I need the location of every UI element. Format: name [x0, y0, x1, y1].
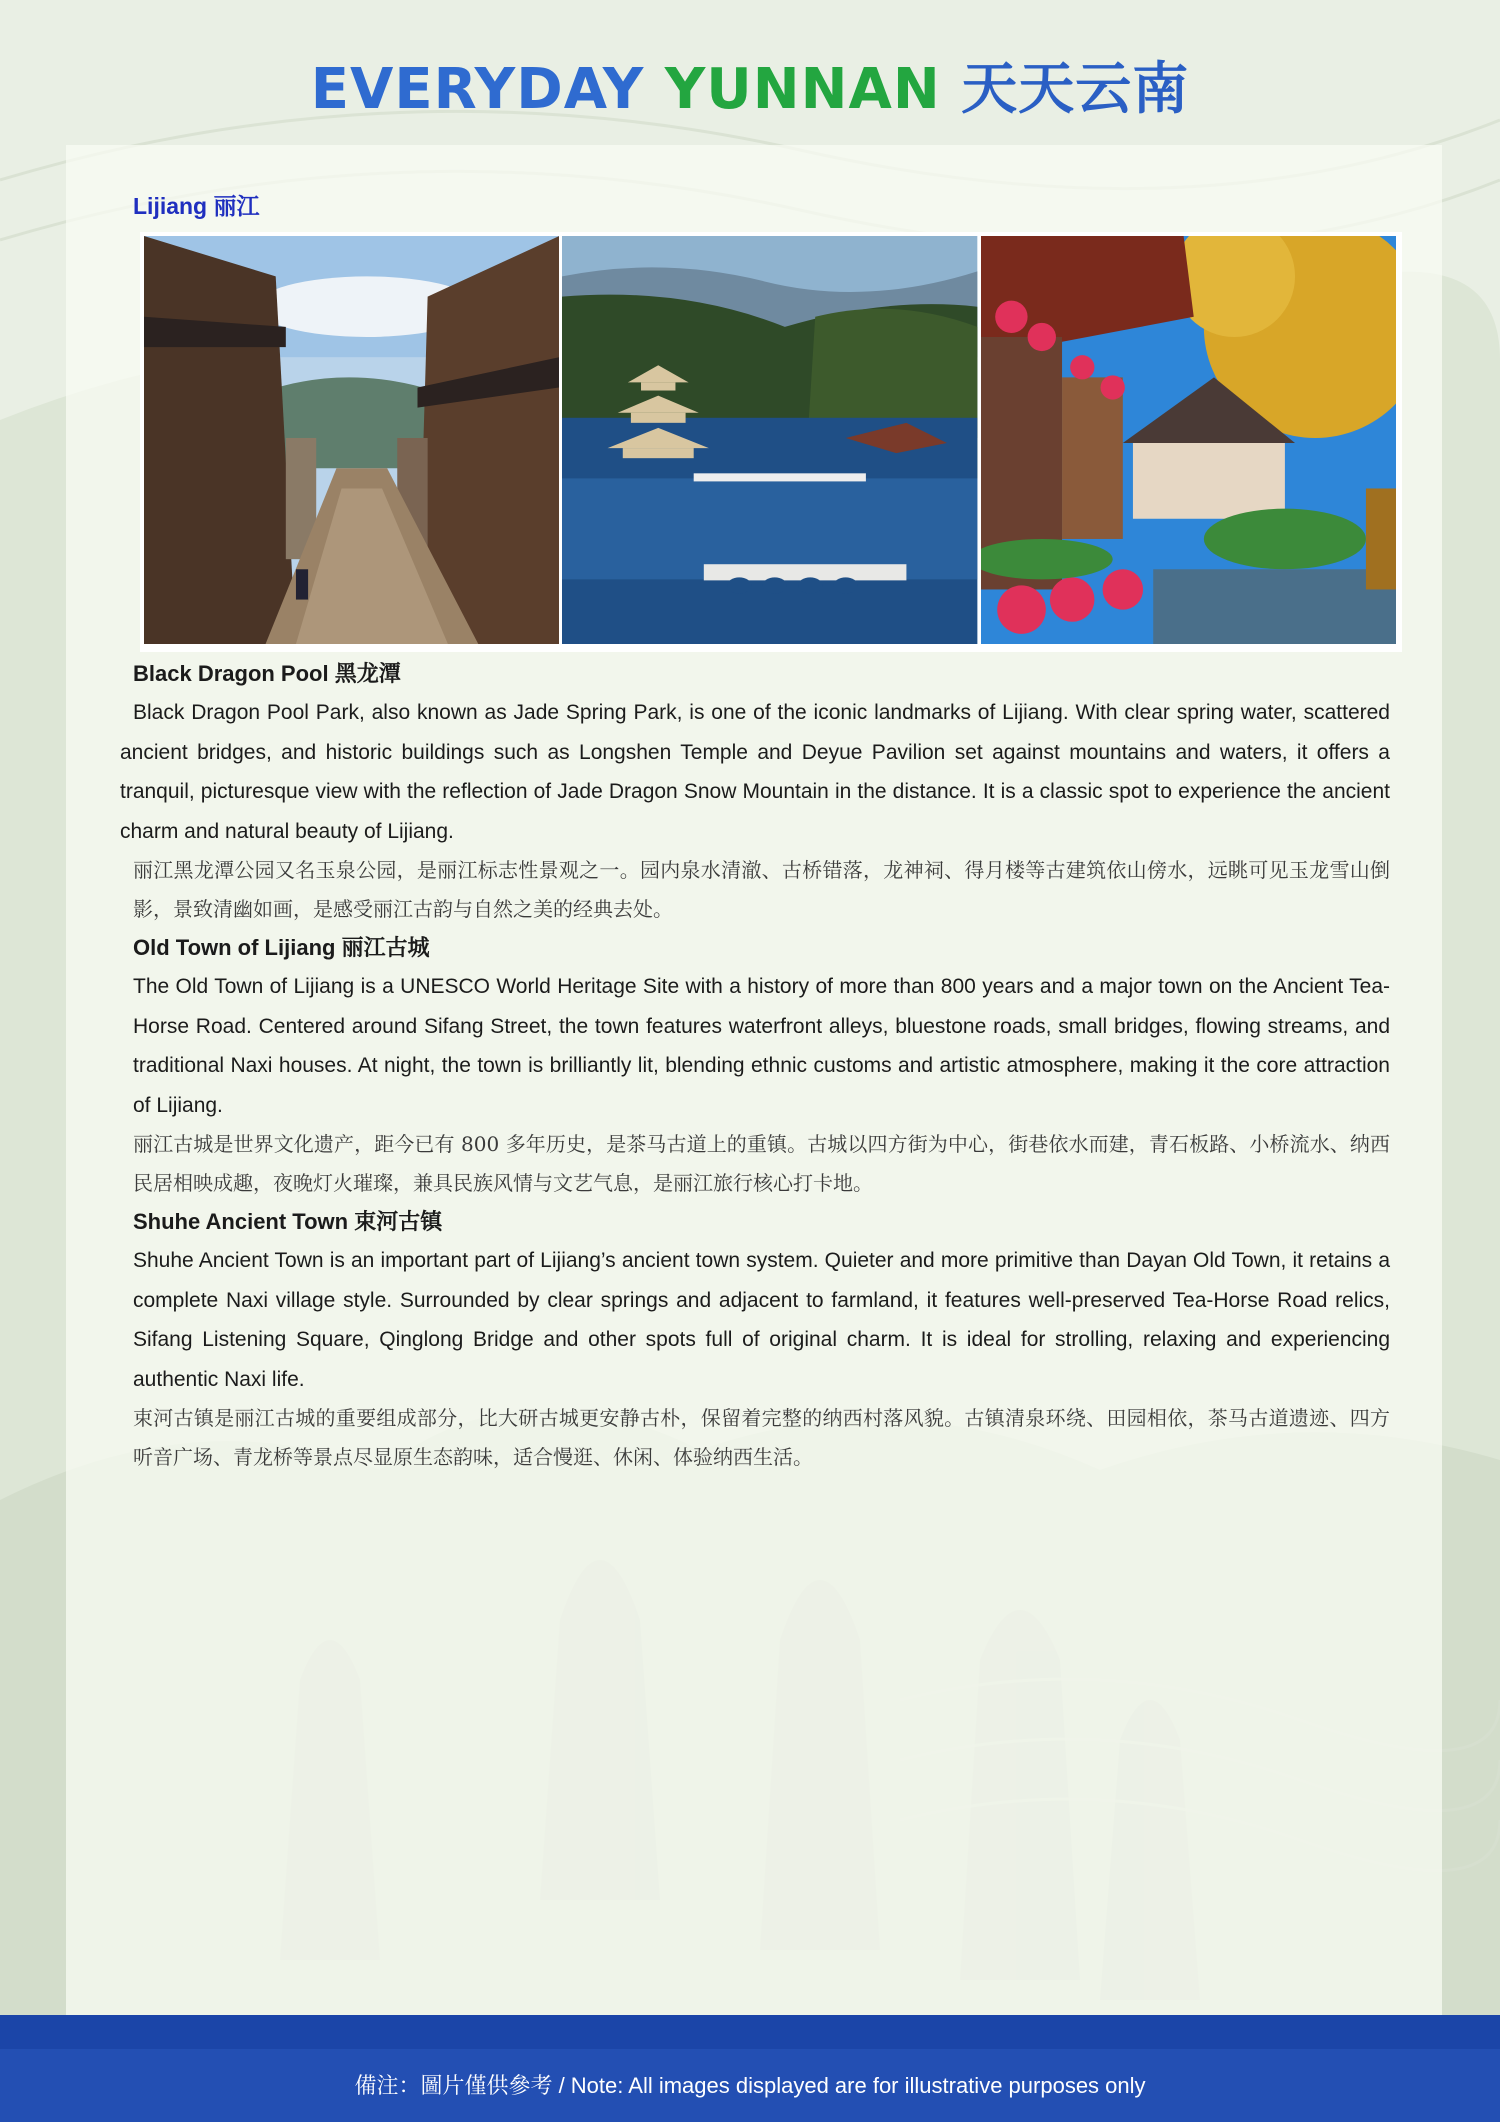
article-english-text: The Old Town of Lijiang is a UNESCO World Heritage Site with a history of more than 800 years and a major town on the Ancient Tea-Horse Road. Centered around Sifang Street, the town features waterfront alleys, bluestone roads, small bridges, flowing streams, and traditional Naxi houses. At night, the town is brilliantly lit, blending ethnic customs and artistic atmosphere, making it the core attraction of Lijiang. — [133, 975, 1390, 1117]
article-title: Black Dragon Pool 黑龙潭 — [133, 661, 401, 686]
photo-strip — [140, 232, 1402, 652]
article-english-text: Black Dragon Pool Park, also known as Jade Spring Park, is one of the iconic landmarks of Lijiang. With clear spring water, scattered ancient bridges, and historic buildings such as Longshen Temple and Deyue Pavilion set against mountains and waters, it offers a tranquil, picturesque view with the reflection of Jade Dragon Snow Mountain in the distance. It is a classic spot to experience the ancient charm and natural beauty of Lijiang. — [120, 701, 1390, 843]
masthead-chinese: 天天云南 — [961, 57, 1190, 122]
article-title: Old Town of Lijiang 丽江古城 — [133, 935, 430, 960]
article-chinese-text: 丽江黑龙潭公园又名玉泉公园，是丽江标志性景观之一。园内泉水清澈、古桥错落，龙神祠、得月楼等古建筑依山傍水，远眺可见玉龙雪山倒影，景致清幽如画，是感受丽江古韵与自然之美的经典去处。 — [133, 858, 1390, 921]
masthead-title — [0, 58, 1500, 122]
article-body — [120, 655, 1390, 1479]
footer-note: 備注：圖片僅供參考 / Note: All images displayed are for illustrative purposes only — [0, 2049, 1500, 2122]
article-english-text: Shuhe Ancient Town is an important part of Lijiang’s ancient town system. Quieter and more primitive than Dayan Old Town, it retains a complete Naxi village style. Surrounded by clear springs and adjacent to farmland, it features well-preserved Tea-Horse Road relics, Sifang Listening Square, Qinglong Bridge and other spots full of original charm. It is ideal for strolling, relaxing and experiencing authentic Naxi life. — [133, 1249, 1390, 1391]
masthead-yunnan: YUNNAN — [664, 57, 941, 122]
article-chinese-text: 束河古镇是丽江古城的重要组成部分，比大研古城更安静古朴，保留着完整的纳西村落风貌。古镇清泉环绕、田园相依，茶马古道遗迹、四方听音广场、青龙桥等景点尽显原生态韵味，适合慢逛、休闲、体验纳西生活。 — [133, 1406, 1390, 1469]
article-chinese-text: 丽江古城是世界文化遗产，距今已有 800 多年历史，是茶马古道上的重镇。古城以四方街为中心，街巷依水而建，青石板路、小桥流水、纳西民居相映成趣，夜晚灯火璀璨，兼具民族风情与文艺气息，是丽江旅行核心打卡地。 — [133, 1132, 1390, 1195]
old-town-street-photo — [144, 236, 559, 644]
footer-band — [0, 2015, 1500, 2049]
article-title: Shuhe Ancient Town 束河古镇 — [133, 1209, 443, 1234]
section-label: Lijiang 丽江 — [133, 193, 260, 219]
masthead-everyday: EVERYDAY — [310, 57, 645, 122]
black-dragon-pool-pagoda-photo — [562, 236, 977, 644]
flower-canal-photo — [981, 236, 1396, 644]
